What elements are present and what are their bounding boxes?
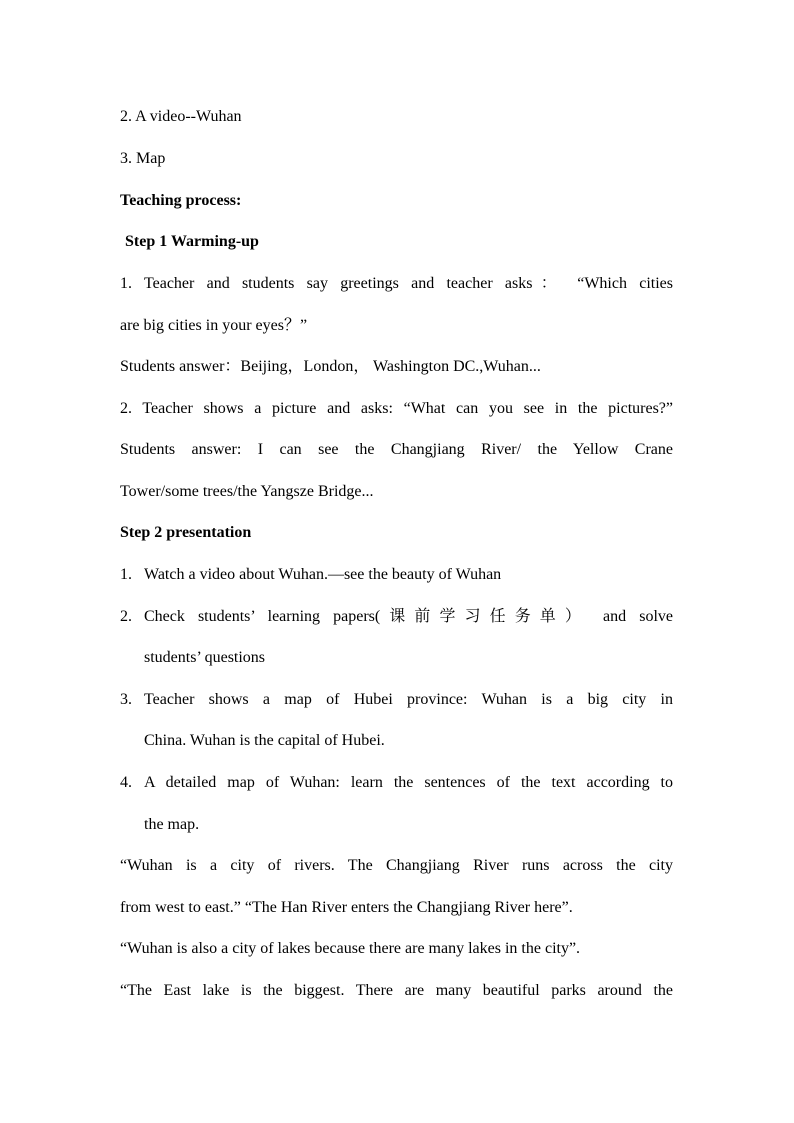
list-item-line: A detailed map of Wuhan: learn the sentences of the text according to xyxy=(144,774,673,791)
paragraph-line: “Wuhan is a city of rivers. The Changjiang River runs across the city xyxy=(120,857,673,874)
material-item-video: 2. A video--Wuhan xyxy=(120,108,242,125)
paragraph-line: from west to east.” “The Han River enters the Changjiang River here”. xyxy=(120,899,573,916)
list-item-line: China. Wuhan is the capital of Hubei. xyxy=(144,732,385,749)
paragraph-line: Students answer：Beijing，London， Washington DC.,Wuhan... xyxy=(120,358,541,375)
paragraph-line: Tower/some trees/the Yangsze Bridge... xyxy=(120,483,374,500)
list-number: 2. xyxy=(120,608,132,625)
step-heading-presentation: Step 2 presentation xyxy=(120,524,252,541)
paragraph-line: Students answer: I can see the Changjiang River/ the Yellow Crane xyxy=(120,441,673,458)
material-item-map: 3. Map xyxy=(120,150,166,167)
paragraph-line: 1. Teacher and students say greetings and teacher asks： “Which cities xyxy=(120,275,673,292)
list-item-line: the map. xyxy=(144,816,200,833)
paragraph-line: “Wuhan is also a city of lakes because there are many lakes in the city”. xyxy=(120,940,581,957)
section-heading-teaching-process: Teaching process: xyxy=(120,192,242,209)
paragraph-line: are big cities in your eyes？” xyxy=(120,317,308,334)
paragraph-line: 2. Teacher shows a picture and asks: “What can you see in the pictures?” xyxy=(120,400,673,417)
list-item-line: Watch a video about Wuhan.—see the beauty of Wuhan xyxy=(144,566,502,583)
list-item-line: Teacher shows a map of Hubei province: Wuhan is a big city in xyxy=(144,691,673,708)
list-item-line: Check students’ learning papers(课前学习任务单） and solve xyxy=(144,608,673,625)
list-number: 3. xyxy=(120,691,132,708)
list-number: 4. xyxy=(120,774,132,791)
list-item-line: students’ questions xyxy=(144,649,266,666)
step-heading-warming-up: Step 1 Warming-up xyxy=(125,233,259,250)
paragraph-line: “The East lake is the biggest. There are many beautiful parks around the xyxy=(120,982,673,999)
list-number: 1. xyxy=(120,566,132,583)
